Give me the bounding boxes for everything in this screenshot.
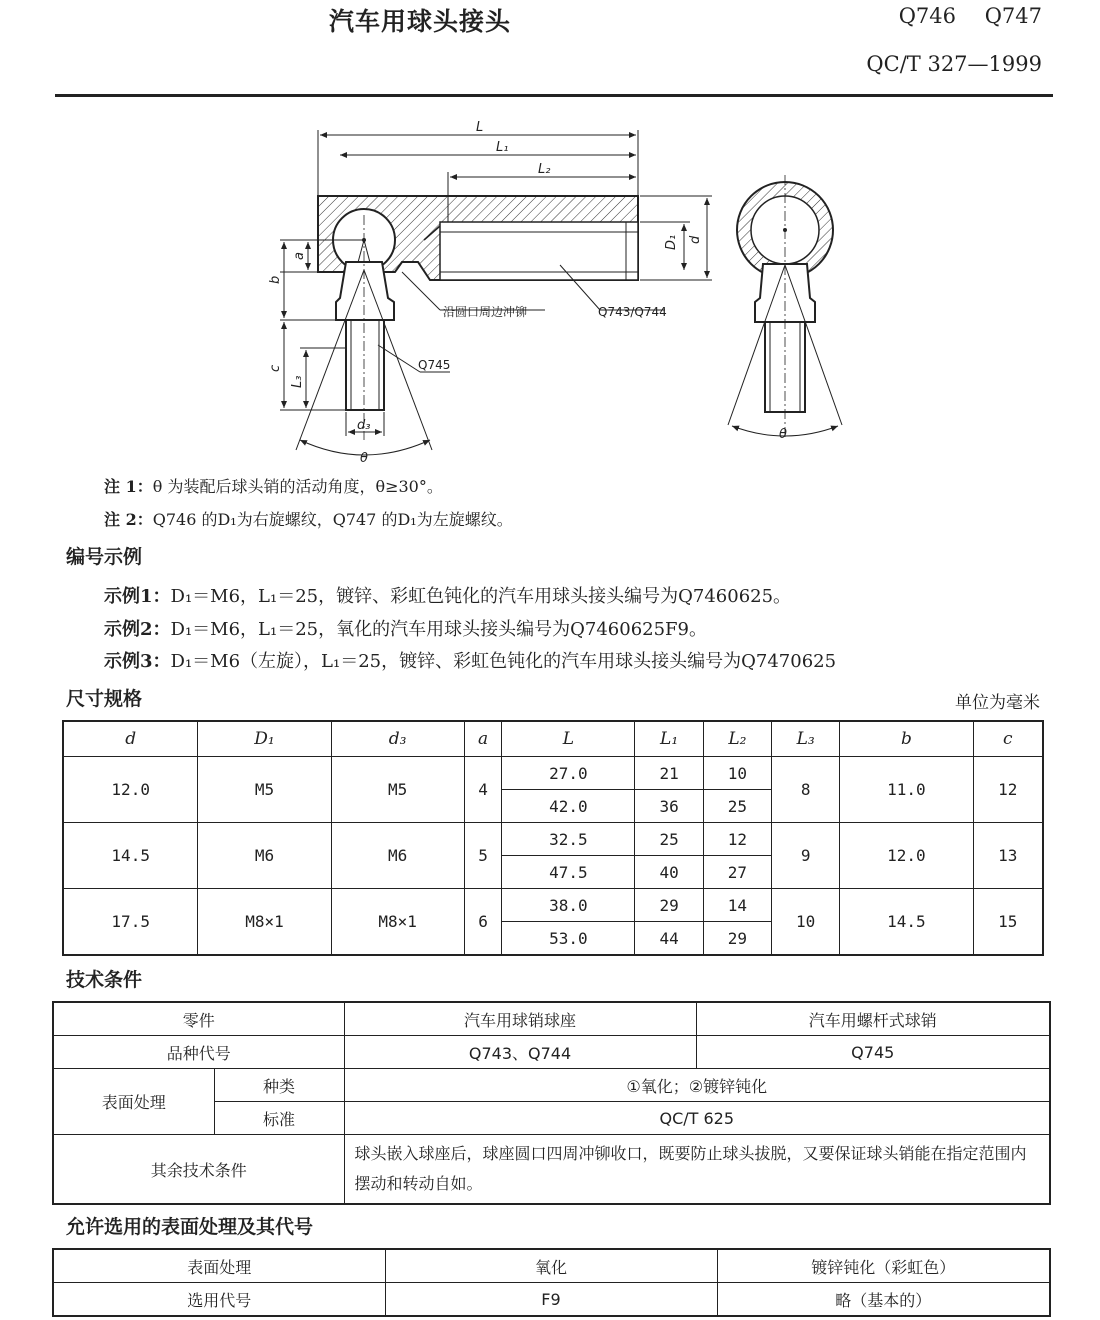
cell-c: 15 (973, 889, 1043, 956)
example-3-label: 示例3： (104, 651, 171, 672)
note-2 (104, 507, 513, 530)
standard-label: 标准 (214, 1102, 344, 1135)
example-3 (104, 647, 836, 673)
product-codes (877, 4, 1042, 28)
label-theta-side: θ (779, 427, 787, 442)
example-1-label: 示例1： (104, 586, 171, 607)
cell-a: 6 (464, 889, 502, 956)
cell-L: 53.0 (502, 922, 635, 956)
unit-label: 单位为毫米 (955, 693, 1040, 713)
label-c: c (268, 364, 283, 372)
example-3-text: D₁＝M6（左旋），L₁＝25，镀锌、彩虹色钝化的汽车用球头接头编号为Q7470625 (170, 651, 837, 672)
other-value: 球头嵌入球座后，球座圆口四周冲铆收口，既要防止球头拔脱，又要保证球头销能在指定范围内摆动和转动自如。 (344, 1135, 1050, 1205)
label-d3: d₃ (357, 418, 371, 433)
cell-L: 32.5 (502, 823, 635, 856)
cell-d: 14.5 (63, 823, 198, 889)
cell-a: 5 (464, 823, 502, 889)
cell-L1: 44 (635, 922, 703, 956)
header-cell: D₁ (198, 721, 331, 757)
cell-L1: 21 (635, 757, 703, 790)
cell-L: 38.0 (502, 889, 635, 922)
surface-label: 表面处理 (53, 1069, 214, 1135)
label-D1: D₁ (664, 234, 679, 250)
header-cell: L₃ (772, 721, 840, 757)
dimensions-header-row (63, 721, 1043, 757)
table-row (53, 1002, 1050, 1036)
header-cell: b (840, 721, 973, 757)
cell-L2: 29 (703, 922, 771, 956)
cell-L: 42.0 (502, 790, 635, 823)
header-cell: L (502, 721, 635, 757)
cell-b: 14.5 (840, 889, 973, 956)
cell-L1: 36 (635, 790, 703, 823)
cell-D1: M8×1 (198, 889, 331, 956)
cell-a: 4 (464, 757, 502, 823)
surface-zinc: 镀锌钝化（彩虹色） (717, 1249, 1050, 1283)
label-L: L (476, 120, 484, 135)
cell-L2: 25 (703, 790, 771, 823)
cell-L3: 9 (772, 823, 840, 889)
cell-L: 47.5 (502, 856, 635, 889)
callout-housing: Q743/Q744 (598, 305, 667, 319)
type-value: ①氧化；②镀锌钝化 (344, 1069, 1050, 1102)
code-zinc: 略（基本的） (717, 1283, 1050, 1317)
page-title: 汽车用球头接头 (328, 7, 511, 36)
cell-c: 13 (973, 823, 1043, 889)
code-seat: Q743、Q744 (344, 1036, 696, 1069)
side-view (728, 175, 842, 440)
callout-pin: Q745 (418, 358, 451, 372)
examples-heading: 编号示例 (66, 546, 143, 568)
table-row (53, 1283, 1050, 1317)
cell-L1: 40 (635, 856, 703, 889)
label-L3: L₃ (290, 375, 305, 388)
cell-L1: 25 (635, 823, 703, 856)
cell-c: 12 (973, 757, 1043, 823)
table-row (63, 889, 1043, 922)
surface-header: 表面处理 (53, 1249, 385, 1283)
standard-value: QC/T 625 (344, 1102, 1050, 1135)
note-1-label: 注 1： (104, 477, 153, 496)
note-1 (104, 474, 443, 497)
table-row (53, 1249, 1050, 1283)
cell-d3: M5 (331, 757, 464, 823)
table-row (53, 1069, 1050, 1102)
example-2 (104, 615, 707, 641)
header-cell: c (973, 721, 1043, 757)
example-2-label: 示例2： (104, 619, 171, 640)
table-row (63, 823, 1043, 856)
header-cell: d₃ (331, 721, 464, 757)
label-theta: θ (360, 451, 368, 466)
example-1-text: D₁＝M6，L₁＝25，镀锌、彩虹色钝化的汽车用球头接头编号为Q7460625。 (170, 586, 792, 607)
tech-table (52, 1001, 1051, 1205)
code-label: 品种代号 (53, 1036, 344, 1069)
cell-L2: 27 (703, 856, 771, 889)
surface-table (52, 1248, 1051, 1317)
header-cell: L₁ (635, 721, 703, 757)
note-1-text: θ 为装配后球头销的活动角度，θ≥30°。 (152, 477, 443, 496)
part-label: 零件 (53, 1002, 344, 1036)
cell-L2: 12 (703, 823, 771, 856)
label-a: a (292, 252, 307, 260)
part-pin: 汽车用螺杆式球销 (696, 1002, 1050, 1036)
cell-L1: 29 (635, 889, 703, 922)
tech-heading: 技术条件 (66, 969, 143, 991)
cell-d: 17.5 (63, 889, 198, 956)
cell-b: 11.0 (840, 757, 973, 823)
cell-L2: 14 (703, 889, 771, 922)
dimensions-table (62, 720, 1044, 956)
code-q747: Q747 (984, 4, 1042, 28)
header-cell: d (63, 721, 198, 757)
callout-rivet: 沿圆口周边冲铆 (443, 305, 528, 319)
cell-d: 12.0 (63, 757, 198, 823)
label-b: b (268, 275, 283, 284)
label-L1: L₁ (496, 140, 509, 155)
table-row (53, 1135, 1050, 1205)
code-oxide: F9 (385, 1283, 717, 1317)
cell-d3: M8×1 (331, 889, 464, 956)
header-rule (55, 94, 1053, 97)
cell-L2: 10 (703, 757, 771, 790)
note-2-label: 注 2： (104, 510, 153, 529)
cell-b: 12.0 (840, 823, 973, 889)
cell-D1: M6 (198, 823, 331, 889)
type-label: 种类 (214, 1069, 344, 1102)
header-cell: L₂ (703, 721, 771, 757)
surface-oxide: 氧化 (385, 1249, 717, 1283)
table-row (63, 757, 1043, 790)
example-1 (104, 582, 791, 608)
cell-D1: M5 (198, 757, 331, 823)
header-cell: a (464, 721, 502, 757)
standard-number: QC/T 327—1999 (866, 52, 1042, 76)
other-label: 其余技术条件 (53, 1135, 344, 1205)
example-2-text: D₁＝M6，L₁＝25，氧化的汽车用球头接头编号为Q7460625F9。 (170, 619, 707, 640)
cell-d3: M6 (331, 823, 464, 889)
cell-L: 27.0 (502, 757, 635, 790)
dimensions-heading: 尺寸规格 (66, 688, 143, 710)
code-header: 选用代号 (53, 1283, 385, 1317)
code-pin: Q745 (696, 1036, 1050, 1069)
cell-L3: 10 (772, 889, 840, 956)
note-2-text: Q746 的D₁为右旋螺纹，Q747 的D₁为左旋螺纹。 (152, 510, 513, 529)
technical-drawing (0, 100, 1100, 470)
cell-L3: 8 (772, 757, 840, 823)
code-q746: Q746 (898, 4, 956, 28)
label-L2: L₂ (538, 162, 551, 177)
label-d: d (688, 235, 703, 244)
part-seat: 汽车用球销球座 (344, 1002, 696, 1036)
surface-heading: 允许选用的表面处理及其代号 (66, 1216, 314, 1238)
callouts (418, 304, 667, 372)
table-row (53, 1036, 1050, 1069)
